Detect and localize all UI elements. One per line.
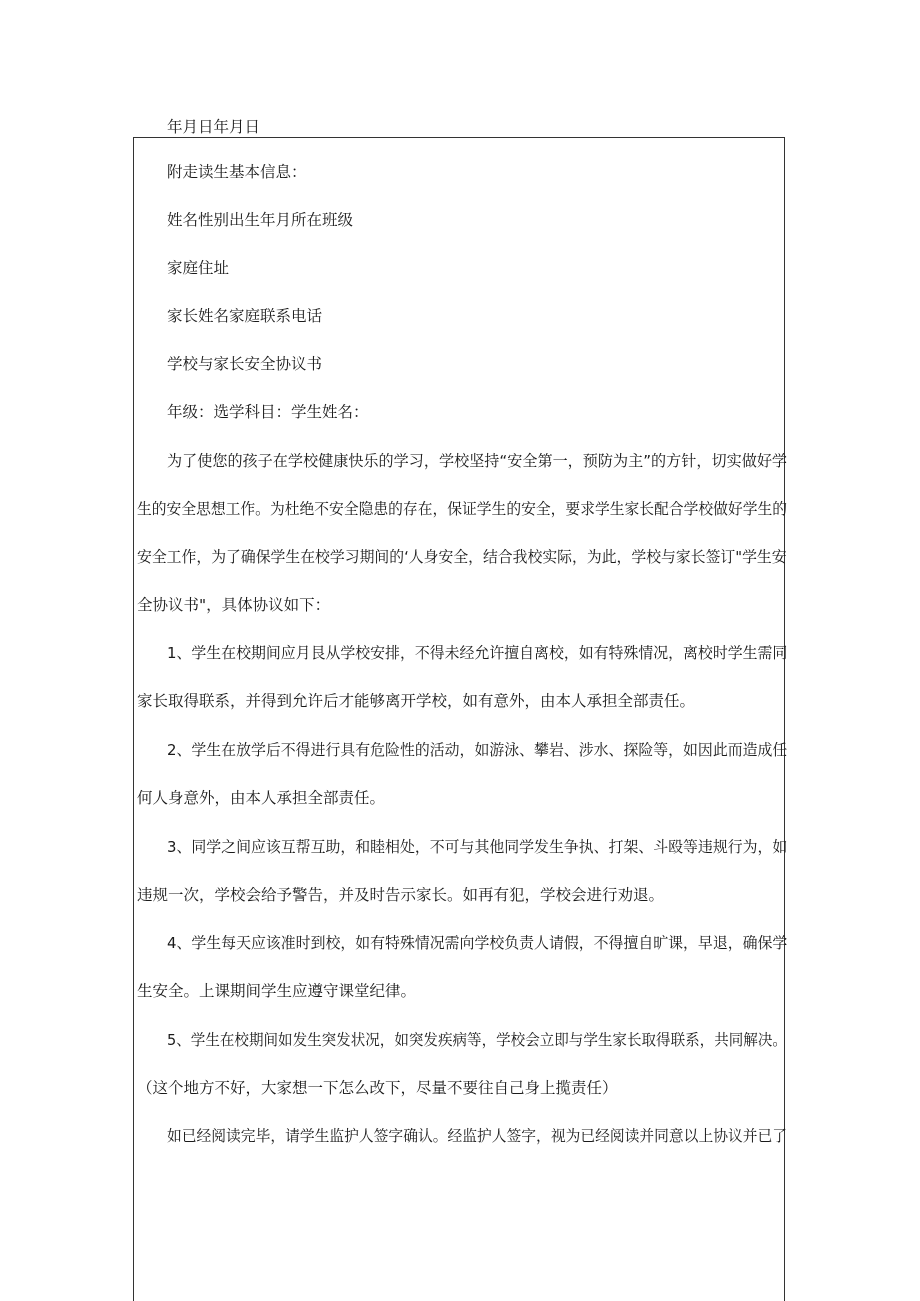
item4-line-1: 4、学生每天应该准时到校，如有特殊情况需向学校负责人请假，不得擅自旷课，早退，确保学 <box>167 934 788 952</box>
agreement-fields: 年级：选学科目：学生姓名： <box>167 403 369 421</box>
item2-line-2: 何人身意外，由本人承担全部责任。 <box>137 789 386 807</box>
intro-line-3: 安全工作，为了确保学生在校学习期间的‘人身安全，结合我校实际，为此，学校与家长签订"学生安 <box>137 548 787 566</box>
item5-note: （这个地方不好，大家想一下怎么改下，尽量不要往自己身上揽责任） <box>137 1079 618 1097</box>
item1-line-1: 1、学生在校期间应月艮从学校安排，不得未经允许擅自离校，如有特殊情况，离校时学生需同 <box>167 644 788 662</box>
item5-line-1: 5、学生在校期间如发生突发状况，如突发疾病等，学校会立即与学生家长取得联系，共同解决。 <box>167 1031 787 1049</box>
item2-line-1: 2、学生在放学后不得进行具有危险性的活动，如游泳、攀岩、涉水、探险等，如因此而造成任 <box>167 741 788 759</box>
date-line: 年月日年月日 <box>167 118 261 136</box>
item3-line-1: 3、同学之间应该互帮互助，和睦相处，不可与其他同学发生争执、打架、斗殴等违规行为，如 <box>167 838 788 856</box>
intro-line-4: 全协议书"，具体协议如下： <box>137 596 331 614</box>
intro-line-1: 为了使您的孩子在学校健康快乐的学习，学校坚持“安全第一，预防为主”的方针，切实做好学 <box>167 452 788 470</box>
info-title: 附走读生基本信息： <box>167 163 307 181</box>
agreement-title: 学校与家长安全协议书 <box>167 355 323 373</box>
info-row-address: 家庭住址 <box>167 259 230 277</box>
info-row-name: 姓名性别出生年月所在班级 <box>167 211 354 229</box>
closing-line: 如已经阅读完毕，请学生监护人签字确认。经监护人签字，视为已经阅读并同意以上协议并已了 <box>167 1127 788 1145</box>
intro-line-2: 生的安全思想工作。为杜绝不安全隐患的存在，保证学生的安全，要求学生家长配合学校做好学生的 <box>137 500 788 518</box>
item3-line-2: 违规一次，学校会给予警告，并及时告示家长。如再有犯，学校会进行劝退。 <box>137 886 665 904</box>
item4-line-2: 生安全。上课期间学生应遵守课堂纪律。 <box>137 982 417 1000</box>
info-row-parent: 家长姓名家庭联系电话 <box>167 307 323 325</box>
item1-line-2: 家长取得联系，并得到允许后才能够离开学校，如有意外，由本人承担全部责任。 <box>137 692 696 710</box>
